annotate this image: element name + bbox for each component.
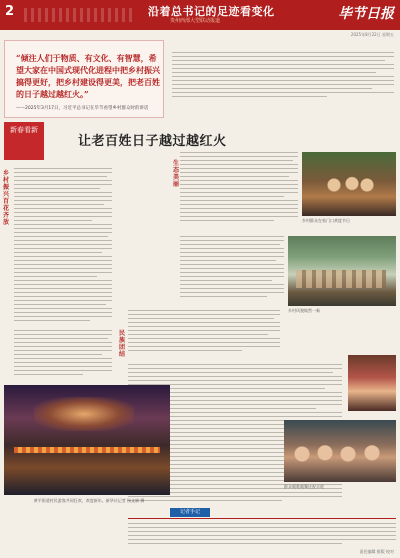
page-number: 2 bbox=[5, 4, 15, 19]
celebration-photo bbox=[284, 420, 396, 482]
side-label-unity: 民 族 团 结 bbox=[118, 330, 125, 358]
main-photo-caption: 黄平街道村民游客共同狂欢，欢度新年。新华社记者 杨文斌 摄 bbox=[33, 498, 145, 503]
quote-source: ——2025年3月17日，习近平总书记在毕节看望乡村群众时的讲话 bbox=[16, 106, 149, 111]
village-scene-photo bbox=[288, 236, 396, 306]
quote-text: “倾注人们于物质、有文化、有智慧，希望大家在中国式现代化进程中把乡村振兴搞得更好，把乡村建设得更美，把老百姓的日子越过越红火。” bbox=[16, 53, 160, 99]
headline: 让老百姓日子越过越红火 bbox=[78, 134, 227, 149]
banner-subtitle: 贵州西部大型联动报道 bbox=[170, 18, 221, 24]
side-label-rural: 乡 村 振 兴 百 花 齐 放 bbox=[2, 170, 9, 226]
side-label-ecology: 生 态 美 丽 bbox=[172, 160, 179, 188]
masthead bbox=[0, 0, 400, 30]
portrait-photo bbox=[348, 355, 396, 411]
reporter-notes-tag: 记者手记 bbox=[170, 508, 210, 517]
article-column-mid bbox=[180, 236, 284, 300]
dateline: 2025年8月22日 星期五 bbox=[350, 32, 394, 37]
reporter-notes-box bbox=[128, 518, 396, 548]
article-column-left-lower bbox=[14, 330, 112, 378]
villagers-photo-caption: 乡村群众在家门口欢度节日 bbox=[302, 218, 350, 223]
banner-title: 沿着总书记的足迹看变化 bbox=[148, 5, 275, 18]
intro-text-block bbox=[172, 52, 394, 100]
masthead-decoration bbox=[24, 8, 134, 22]
celebration-photo-caption: 群众载歌载舞庆祝丰收 bbox=[284, 484, 324, 489]
article-column-mid-top bbox=[180, 152, 298, 224]
section-badge: 新春看新 bbox=[4, 122, 44, 160]
village-scene-caption: 乡村风貌焕然一新 bbox=[288, 308, 320, 313]
footer-credit: 责任编辑 排版 校对 bbox=[359, 549, 394, 554]
article-column-left bbox=[14, 168, 112, 324]
villagers-photo bbox=[302, 152, 396, 216]
newspaper-logo: 毕节日报 bbox=[338, 6, 394, 22]
main-festival-photo bbox=[4, 385, 170, 495]
article-column-center bbox=[128, 310, 280, 354]
